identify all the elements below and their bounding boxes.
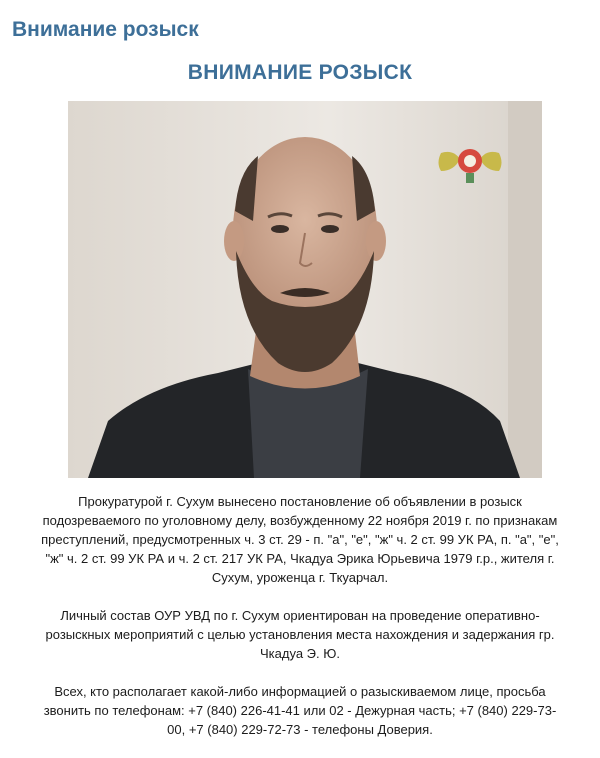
- page-heading: Внимание розыск: [12, 18, 199, 41]
- notice-paragraph-contacts: Всех, кто располагает какой-либо информацией о разыскиваемом лице, просьба звонить по телефонам: +7 (840) 226-41-41 или 02 - Дежурная часть; +7 (840) 229-73-00, +7 (840) 229-72-73 - телефоны Доверия.: [43, 684, 557, 737]
- notice-paragraph-operation: Личный состав ОУР УВД по г. Сухум ориентирован на проведение оперативно-розыскных мероприятий с целью установления места нахождения и задержания гр. Чкадуа Э. Ю.: [45, 608, 555, 661]
- notice-paragraph-case: Прокуратурой г. Сухум вынесено постановление об объявлении в розыск подозреваемого по уголовному делу, возбужденному 22 ноября 2019 г. по признакам преступлений, предусмотренных ч. 3 ст. 29 - п. "а", "е", "ж" ч. 2 ст. 99 УК РА, п. "а", "е", "ж" ч. 2 ст. 99 УК РА и ч. 2 ст. 217 УК РА, Чкадуа Эрика Юрьевича 1979 г.р., жителя г. Сухум, уроженца г. Ткуарчал.: [41, 494, 559, 585]
- banner-title: ВНИМАНИЕ РОЗЫСК: [187, 61, 413, 84]
- wanted-notice: [40, 492, 560, 758]
- suspect-photo: [68, 101, 542, 478]
